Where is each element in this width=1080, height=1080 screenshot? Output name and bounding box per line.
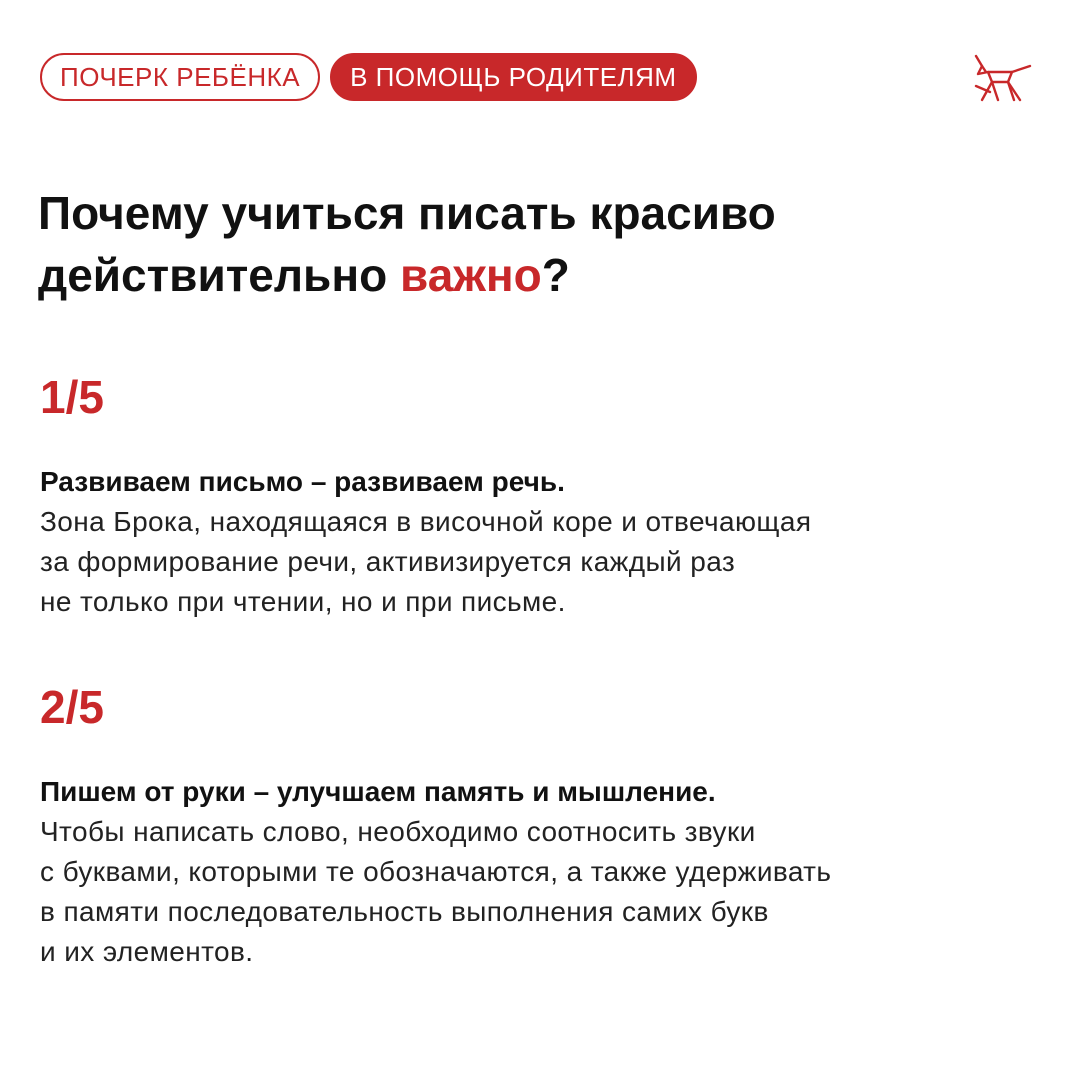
section-number: 2/5 (40, 681, 104, 733)
section-number: 1/5 (40, 371, 104, 423)
section-1 (40, 372, 1040, 622)
body-line: и их элементов. (40, 936, 254, 967)
body-line: с буквами, которыми те обозначаются, а также удерживать (40, 856, 832, 887)
tag-parents-help[interactable]: В ПОМОЩЬ РОДИТЕЛЯМ (330, 53, 696, 101)
section-lead: Пишем от руки – улучшаем память и мышление. (40, 776, 716, 807)
title-line-2-start: действительно (38, 249, 401, 301)
title-line-2-end: ? (541, 249, 570, 301)
title-line-1: Почему учиться писать красиво (38, 187, 776, 239)
tag-handwriting[interactable]: ПОЧЕРК РЕБЁНКА (40, 53, 320, 101)
tag-row (40, 53, 697, 101)
page-title (38, 182, 1038, 306)
body-line: не только при чтении, но и при письме. (40, 586, 566, 617)
section-body (40, 502, 1040, 622)
body-line: Зона Брока, находящаяся в височной коре и отвечающая (40, 506, 812, 537)
title-line-2 (38, 244, 1038, 306)
horse-logo-icon (968, 52, 1032, 104)
section-body (40, 812, 1040, 972)
body-line: Чтобы написать слово, необходимо соотносить звуки (40, 816, 756, 847)
section-2 (40, 682, 1040, 972)
body-line: в памяти последовательность выполнения самих букв (40, 896, 769, 927)
body-line: за формирование речи, активизируется каждый раз (40, 546, 736, 577)
title-accent-word: важно (400, 249, 542, 301)
section-lead: Развиваем письмо – развиваем речь. (40, 466, 565, 497)
